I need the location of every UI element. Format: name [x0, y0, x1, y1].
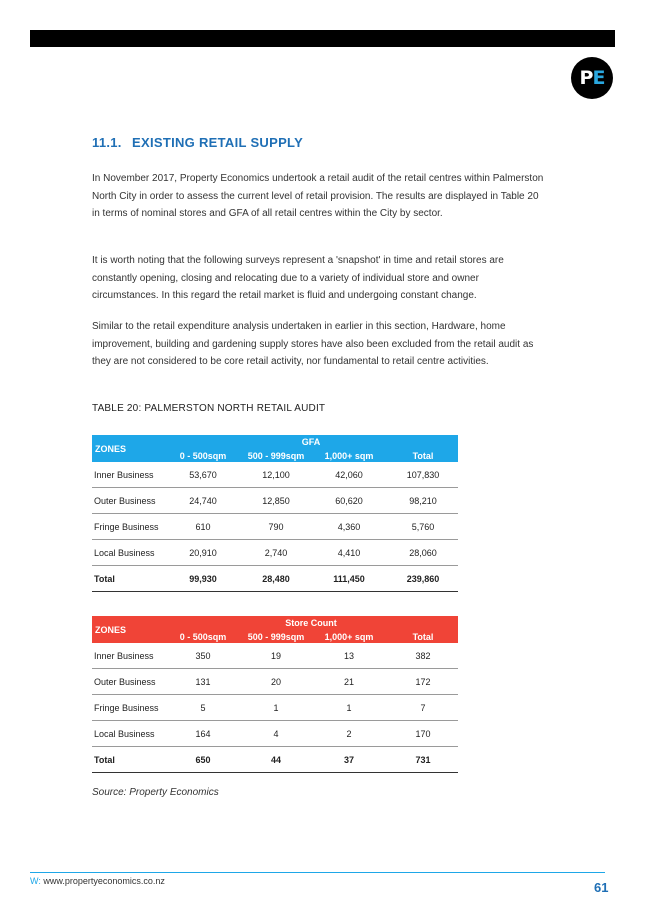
table-cell: 170: [388, 721, 458, 747]
table-cell: 239,860: [388, 566, 458, 592]
section-number: 11.1.: [92, 135, 122, 150]
logo-letter-p: P: [579, 67, 593, 89]
zone-label: Outer Business: [92, 488, 164, 514]
table-cell: 2,740: [242, 540, 310, 566]
table-cell: 111,450: [310, 566, 388, 592]
table-title: TABLE 20: PALMERSTON NORTH RETAIL AUDIT: [92, 403, 326, 414]
zones-header: ZONES: [95, 443, 127, 454]
paragraph-1: In November 2017, Property Economics undertook a retail audit of the retail centres within Palmerston North City in order to assess the current level of retail provision. The results are displayed in Table 20 in terms of nominal stores and GFA of all retail centres within the City by sector.: [92, 173, 544, 219]
zone-label: Local Business: [92, 721, 164, 747]
table-row: [92, 462, 458, 488]
paragraph-2: It is worth noting that the following surveys represent a 'snapshot' in time and retail stores are constantly opening, closing and relocating due to a variety of individual store and owner circumstances. In this regard the retail market is fluid and undergoing constant change.: [92, 255, 504, 301]
header-bar: [30, 30, 615, 47]
zone-label: Fringe Business: [92, 695, 164, 721]
table-cell: 4: [242, 721, 310, 747]
table-cell: 12,850: [242, 488, 310, 514]
column-header: 1,000+ sqm: [324, 631, 374, 642]
column-header: 500 - 999sqm: [247, 450, 305, 461]
table-cell: 5,760: [388, 514, 458, 540]
table-cell: 24,740: [164, 488, 242, 514]
column-header: Total: [412, 631, 434, 642]
table-cell: 1: [310, 695, 388, 721]
table-row: [92, 721, 458, 747]
table-row: [92, 669, 458, 695]
table-cell: 731: [388, 747, 458, 773]
table-cell: 37: [310, 747, 388, 773]
column-header: 1,000+ sqm: [324, 450, 374, 461]
zone-label: Fringe Business: [92, 514, 164, 540]
total-row: [92, 747, 458, 773]
table-cell: 350: [164, 643, 242, 669]
logo-letter-e: E: [592, 67, 605, 89]
table-cell: 650: [164, 747, 242, 773]
table-cell: 164: [164, 721, 242, 747]
table-cell: 20: [242, 669, 310, 695]
table-cell: 610: [164, 514, 242, 540]
table-cell: 42,060: [310, 462, 388, 488]
gfa-header-row: [92, 435, 458, 449]
table-cell: 382: [388, 643, 458, 669]
footer-website: [30, 876, 165, 886]
zones-header: ZONES: [95, 624, 127, 635]
column-header: 0 - 500sqm: [179, 450, 227, 461]
table-cell: 99,930: [164, 566, 242, 592]
table-cell: 7: [388, 695, 458, 721]
table-cell: 4,360: [310, 514, 388, 540]
table-cell: 28,480: [242, 566, 310, 592]
store-count-table: [92, 616, 458, 773]
website-link[interactable]: www.propertyeconomics.co.nz: [43, 876, 165, 886]
paragraph-3: Similar to the retail expenditure analysis undertaken in earlier in this section, Hardware, home improvement, building and gardening supply stores have also been excluded from the retail audit as they are not considered to be core retail activity, nor fundamental to retail centre activities.: [92, 321, 534, 367]
zone-label: Inner Business: [92, 643, 164, 669]
table-cell: 5: [164, 695, 242, 721]
table-cell: 4,410: [310, 540, 388, 566]
column-header: 0 - 500sqm: [179, 631, 227, 642]
table-cell: 13: [310, 643, 388, 669]
table-row: [92, 695, 458, 721]
zone-label: Local Business: [92, 540, 164, 566]
section-title: EXISTING RETAIL SUPPLY: [132, 135, 304, 150]
table-cell: 1: [242, 695, 310, 721]
table-cell: 20,910: [164, 540, 242, 566]
table-cell: 12,100: [242, 462, 310, 488]
table-cell: 790: [242, 514, 310, 540]
column-header: Total: [412, 450, 434, 461]
table-cell: 19: [242, 643, 310, 669]
zone-label: Inner Business: [92, 462, 164, 488]
table-cell: 98,210: [388, 488, 458, 514]
table-row: [92, 488, 458, 514]
table-row: [92, 540, 458, 566]
total-row: [92, 566, 458, 592]
table-cell: 44: [242, 747, 310, 773]
store-header-row: [92, 616, 458, 630]
page-number: 61: [594, 880, 609, 895]
store-count-group-header: Store Count: [285, 618, 337, 628]
table-cell: 21: [310, 669, 388, 695]
zone-label: Outer Business: [92, 669, 164, 695]
table-row: [92, 514, 458, 540]
zone-label: Total: [92, 747, 164, 773]
table-row: [92, 643, 458, 669]
zone-label: Total: [92, 566, 164, 592]
gfa-group-header: GFA: [301, 437, 321, 447]
table-cell: 131: [164, 669, 242, 695]
footer-divider: [30, 872, 605, 873]
gfa-table: [92, 435, 458, 592]
web-prefix: W:: [30, 876, 41, 886]
table-cell: 28,060: [388, 540, 458, 566]
section-heading: [92, 135, 303, 150]
table-cell: 107,830: [388, 462, 458, 488]
property-economics-logo: [571, 57, 613, 99]
table-cell: 60,620: [310, 488, 388, 514]
table-cell: 53,670: [164, 462, 242, 488]
table-cell: 2: [310, 721, 388, 747]
source-note: Source: Property Economics: [92, 787, 219, 798]
column-header: 500 - 999sqm: [247, 631, 305, 642]
table-cell: 172: [388, 669, 458, 695]
